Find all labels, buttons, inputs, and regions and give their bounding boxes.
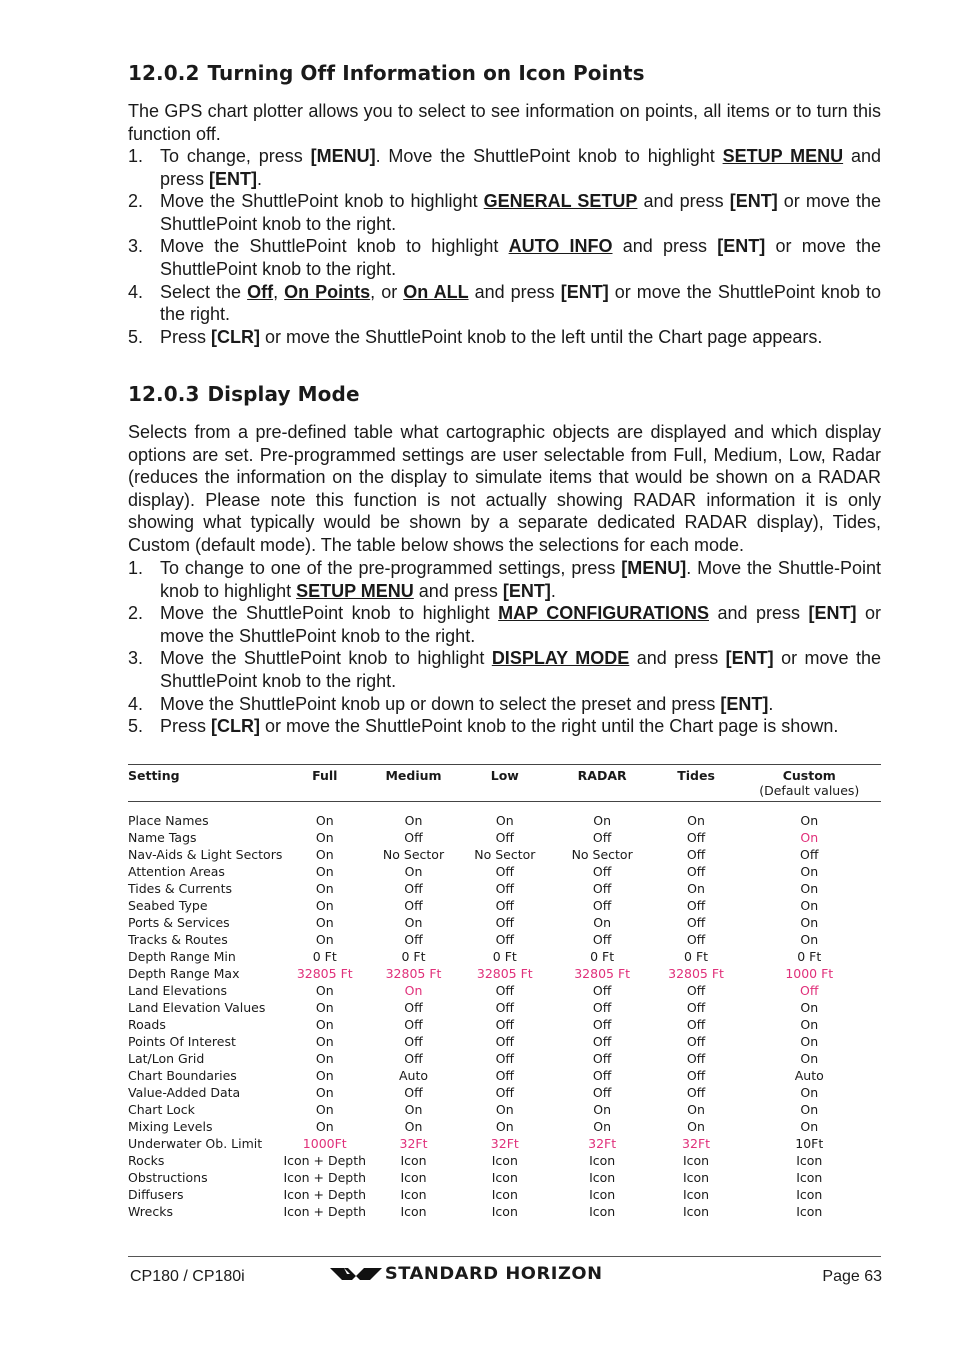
setting-name-cell: Chart Boundaries	[128, 1068, 237, 1083]
setting-value-cell: Off	[686, 1017, 706, 1032]
setting-value-cell: On	[687, 813, 705, 828]
setting-value-cell: Auto	[399, 1068, 429, 1083]
setting-value-cell: Off	[592, 1000, 612, 1015]
setting-value-cell: Off	[686, 830, 706, 845]
setting-value-cell: On	[315, 847, 334, 862]
table-row	[128, 1033, 881, 1050]
key-reference: [ENT]	[720, 693, 769, 714]
setting-value-cell: Icon	[589, 1204, 616, 1219]
key-reference: [ENT]	[209, 168, 258, 189]
setting-value-cell: Icon	[400, 1204, 427, 1219]
key-reference: [ENT]	[729, 191, 778, 212]
table-row	[128, 1169, 881, 1186]
setting-value-cell: No Sector	[474, 847, 536, 862]
table-header-row	[128, 765, 881, 802]
table-row	[128, 897, 881, 914]
setting-value-cell: 32805 Ft	[296, 966, 353, 981]
setting-value-cell: On	[593, 1102, 612, 1117]
setting-value-cell: Icon	[491, 1187, 518, 1202]
setting-value-cell: On	[800, 915, 819, 930]
setting-value-cell: On	[800, 813, 819, 828]
setting-name-cell: Tides & Currents	[128, 881, 233, 896]
step-text: Move the ShuttlePoint knob to highlight	[160, 603, 499, 624]
setting-value-cell: Off	[592, 1051, 612, 1066]
setting-value-cell: On	[593, 813, 612, 828]
step-item	[128, 281, 881, 326]
setting-value-cell: On	[315, 1017, 334, 1032]
table-row	[128, 1118, 881, 1135]
step-item	[128, 235, 881, 280]
setting-value-cell: Off	[404, 1085, 423, 1100]
setting-value-cell: On	[593, 915, 612, 930]
setting-value-cell: Off	[686, 983, 706, 998]
setting-value-cell: Off	[592, 830, 612, 845]
setting-name-cell: Lat/Lon Grid	[128, 1051, 205, 1066]
setting-value-cell: Icon	[682, 1187, 710, 1202]
step-text: Move the ShuttlePoint knob up or down to select the preset and press	[160, 693, 721, 714]
setting-value-cell: On	[315, 1068, 334, 1083]
footer-page-number: Page 63	[822, 1268, 882, 1285]
setting-value-cell: Off	[686, 898, 706, 913]
step-text: Move the ShuttlePoint knob to highlight	[160, 648, 492, 669]
setting-value-cell: On	[495, 813, 514, 828]
setting-value-cell: 0 Ft	[797, 949, 822, 964]
header-low: Low	[460, 765, 550, 802]
step-text: . Move the ShuttlePoint knob to highlight	[375, 146, 723, 166]
key-reference: [MENU]	[310, 146, 376, 166]
header-tides: Tides	[655, 765, 738, 802]
setting-value-cell: Off	[686, 1085, 706, 1100]
menu-item-reference: Off	[247, 281, 274, 302]
step-number: 4.	[128, 281, 144, 302]
setting-value-cell: Off	[686, 864, 706, 879]
step-text: To change to one of the pre-programmed settings, press	[160, 558, 622, 578]
header-custom-label: Custom	[782, 768, 836, 783]
setting-value-cell: Off	[592, 1085, 612, 1100]
setting-name-cell: Underwater Ob. Limit	[128, 1136, 263, 1151]
setting-value-cell: Off	[800, 983, 819, 998]
setting-value-cell: Off	[404, 881, 423, 896]
menu-item-reference: On ALL	[403, 281, 469, 302]
setting-value-cell: Icon	[400, 1170, 427, 1185]
step-item	[128, 647, 881, 692]
menu-item-reference: SETUP MENU	[722, 146, 844, 166]
setting-value-cell: Off	[404, 1034, 423, 1049]
setting-value-cell: Off	[495, 864, 515, 879]
menu-item-reference: SETUP MENU	[296, 580, 414, 601]
header-full: Full	[282, 765, 367, 802]
setting-value-cell: On	[315, 1000, 334, 1015]
table-row	[128, 863, 881, 880]
step-text: and press	[160, 146, 881, 189]
setting-value-cell: Off	[592, 1068, 612, 1083]
setting-value-cell: Off	[495, 932, 515, 947]
setting-value-cell: Off	[592, 864, 612, 879]
setting-value-cell: On	[315, 1034, 334, 1049]
menu-item-reference: MAP CONFIGURATIONS	[498, 603, 709, 624]
brand-mark-icon	[330, 1266, 382, 1282]
setting-value-cell: 32Ft	[588, 1136, 617, 1151]
setting-value-cell: On	[315, 1119, 334, 1134]
header-medium: Medium	[367, 765, 460, 802]
key-reference: [ENT]	[502, 580, 551, 601]
setting-name-cell: Nav-Aids & Light Sectors	[128, 847, 283, 862]
setting-name-cell: Roads	[128, 1017, 166, 1032]
step-text: Press	[160, 326, 212, 347]
table-row	[128, 914, 881, 931]
step-text: Move the ShuttlePoint knob to highlight	[160, 191, 484, 212]
step-item	[128, 557, 881, 602]
key-reference: [ENT]	[725, 648, 774, 669]
setting-value-cell: On	[315, 1051, 334, 1066]
setting-value-cell: 0 Ft	[590, 949, 615, 964]
setting-value-cell: 10Ft	[795, 1136, 824, 1151]
setting-value-cell: Icon	[400, 1153, 427, 1168]
setting-value-cell: Icon	[682, 1170, 710, 1185]
setting-value-cell: Icon + Depth	[283, 1170, 367, 1185]
setting-value-cell: Off	[592, 1034, 612, 1049]
brand-logo	[330, 1264, 603, 1284]
setting-value-cell: Off	[686, 932, 706, 947]
step-number: 1.	[128, 146, 144, 166]
setting-value-cell: Off	[495, 983, 515, 998]
setting-value-cell: 0 Ft	[401, 949, 426, 964]
key-reference: [CLR]	[211, 716, 260, 737]
step-text: and press	[468, 281, 561, 302]
display-mode-table	[128, 764, 881, 1220]
setting-value-cell: On	[315, 898, 334, 913]
setting-value-cell: On	[315, 1085, 334, 1100]
header-setting: Setting	[128, 765, 282, 802]
setting-value-cell: Off	[686, 1034, 706, 1049]
setting-name-cell: Depth Range Min	[128, 949, 236, 964]
step-number: 2.	[128, 603, 144, 624]
setting-name-cell: Attention Areas	[128, 864, 225, 879]
setting-value-cell: On	[800, 881, 819, 896]
setting-name-cell: Land Elevations	[128, 983, 228, 998]
step-item	[128, 715, 881, 738]
setting-name-cell: Ports & Services	[128, 915, 230, 930]
setting-value-cell: Icon	[796, 1170, 823, 1185]
setting-value-cell: Off	[495, 830, 515, 845]
step-text: or move the ShuttlePoint knob to the right.	[160, 191, 881, 234]
setting-value-cell: On	[800, 898, 819, 913]
setting-name-cell: Place Names	[128, 813, 209, 828]
key-reference: [ENT]	[808, 603, 857, 624]
step-number: 5.	[128, 326, 144, 347]
setting-value-cell: On	[404, 1119, 423, 1134]
setting-value-cell: Icon	[400, 1187, 427, 1202]
setting-value-cell: Icon	[796, 1187, 823, 1202]
step-text: , or	[370, 281, 404, 302]
setting-name-cell: Name Tags	[128, 830, 197, 845]
setting-name-cell: Depth Range Max	[128, 966, 240, 981]
setting-value-cell: On	[800, 1017, 819, 1032]
setting-value-cell: On	[800, 1119, 819, 1134]
setting-value-cell: Off	[404, 932, 423, 947]
setting-name-cell: Points Of Interest	[128, 1034, 236, 1049]
setting-value-cell: Icon	[589, 1187, 616, 1202]
setting-value-cell: 32805 Ft	[476, 966, 533, 981]
setting-value-cell: On	[800, 1034, 819, 1049]
table-row	[128, 802, 881, 830]
setting-value-cell: On	[800, 932, 819, 947]
step-text: or move the ShuttlePoint knob to the right.	[160, 236, 881, 279]
step-number: 3.	[128, 648, 144, 669]
setting-value-cell: Off	[404, 830, 423, 845]
step-number: 4.	[128, 693, 144, 714]
setting-value-cell: On	[315, 1102, 334, 1117]
setting-value-cell: Off	[495, 881, 515, 896]
setting-value-cell: Off	[592, 1017, 612, 1032]
setting-value-cell: On	[315, 864, 334, 879]
setting-value-cell: Icon + Depth	[283, 1153, 367, 1168]
setting-value-cell: On	[495, 1119, 514, 1134]
setting-value-cell: On	[315, 813, 334, 828]
setting-value-cell: Off	[495, 1034, 515, 1049]
step-item	[128, 190, 881, 235]
setting-value-cell: Icon	[682, 1204, 710, 1219]
setting-value-cell: 0 Ft	[492, 949, 517, 964]
setting-value-cell: On	[687, 1119, 705, 1134]
step-text: and press	[612, 236, 718, 257]
setting-name-cell: Chart Lock	[128, 1102, 195, 1117]
step-text: or move the ShuttlePoint knob to the right.	[160, 281, 881, 325]
setting-name-cell: Rocks	[128, 1153, 165, 1168]
step-text: To change, press	[160, 146, 311, 166]
setting-value-cell: Off	[592, 983, 612, 998]
setting-value-cell: Off	[800, 847, 819, 862]
menu-item-reference: DISPLAY MODE	[491, 648, 630, 669]
table-row	[128, 965, 881, 982]
table-row	[128, 1101, 881, 1118]
setting-value-cell: On	[495, 1102, 514, 1117]
setting-value-cell: On	[800, 1000, 819, 1015]
setting-value-cell: Off	[686, 915, 706, 930]
setting-value-cell: On	[315, 983, 334, 998]
step-list	[128, 145, 881, 348]
setting-value-cell: 32Ft	[682, 1136, 711, 1151]
table-row	[128, 829, 881, 846]
table-row	[128, 1016, 881, 1033]
setting-value-cell: On	[593, 1119, 612, 1134]
step-item	[128, 326, 881, 349]
setting-value-cell: 32Ft	[399, 1136, 428, 1151]
setting-value-cell: Icon	[589, 1153, 616, 1168]
step-text: and press	[629, 648, 726, 669]
footer-rule	[128, 1256, 881, 1257]
setting-value-cell: 1000Ft	[302, 1136, 347, 1151]
setting-value-cell: On	[315, 915, 334, 930]
step-text: Select the	[160, 281, 248, 302]
step-item	[128, 602, 881, 647]
setting-value-cell: Off	[495, 915, 515, 930]
setting-value-cell: 32805 Ft	[574, 966, 631, 981]
section-number: 12.0.2	[128, 61, 200, 85]
table-row	[128, 999, 881, 1016]
step-text: .	[768, 693, 774, 714]
setting-value-cell: Off	[686, 1068, 706, 1083]
section-intro: The GPS chart plotter allows you to select to see information on points, all items or to turn this function off.	[128, 101, 881, 144]
setting-value-cell: Icon	[491, 1153, 518, 1168]
table-row	[128, 931, 881, 948]
setting-value-cell: Off	[592, 932, 612, 947]
key-reference: [MENU]	[621, 558, 687, 578]
step-number: 2.	[128, 191, 144, 212]
table-row	[128, 1050, 881, 1067]
setting-value-cell: On	[800, 830, 819, 845]
setting-value-cell: On	[315, 830, 334, 845]
header-custom	[738, 765, 881, 802]
table-body	[128, 802, 881, 1221]
step-number: 5.	[128, 716, 144, 737]
section-title: Turning Off Information on Icon Points	[207, 61, 645, 85]
key-reference: [ENT]	[717, 236, 766, 257]
table-row	[128, 846, 881, 863]
setting-value-cell: On	[687, 881, 705, 896]
header-custom-sub: (Default values)	[759, 783, 860, 798]
setting-value-cell: On	[800, 864, 819, 879]
step-text: Press	[160, 716, 212, 737]
brand-name: STANDARD HORIZON	[384, 1264, 603, 1284]
setting-value-cell: 1000 Ft	[785, 966, 834, 981]
step-text: . Move the Shuttle-Point knob to highlight	[160, 558, 881, 601]
setting-name-cell: Obstructions	[128, 1170, 208, 1185]
setting-value-cell: On	[315, 881, 334, 896]
setting-name-cell: Seabed Type	[128, 898, 208, 913]
table-row	[128, 1152, 881, 1169]
section-title: Display Mode	[207, 382, 360, 406]
setting-value-cell: Icon	[796, 1204, 823, 1219]
section-heading-display-mode	[128, 382, 360, 406]
setting-value-cell: No Sector	[382, 847, 445, 862]
setting-value-cell: On	[404, 983, 423, 998]
table-row	[128, 1067, 881, 1084]
setting-value-cell: Off	[404, 1017, 423, 1032]
setting-value-cell: Off	[404, 898, 423, 913]
setting-name-cell: Value-Added Data	[128, 1085, 241, 1100]
table-row	[128, 1186, 881, 1203]
setting-value-cell: No Sector	[571, 847, 633, 862]
section-number: 12.0.3	[128, 382, 200, 406]
setting-value-cell: Off	[686, 847, 706, 862]
section-heading-auto-info	[128, 61, 645, 85]
setting-value-cell: On	[687, 1102, 705, 1117]
table-row	[128, 1203, 881, 1220]
step-text: Move the ShuttlePoint knob to highlight	[160, 236, 509, 257]
setting-value-cell: Off	[495, 1068, 515, 1083]
step-text: or move the ShuttlePoint knob to the right.	[160, 603, 881, 646]
setting-value-cell: 0 Ft	[684, 949, 709, 964]
step-text: and press	[708, 603, 809, 624]
setting-value-cell: On	[800, 1085, 819, 1100]
table-row	[128, 982, 881, 999]
setting-value-cell: 0 Ft	[312, 949, 337, 964]
setting-value-cell: Off	[495, 1051, 515, 1066]
setting-value-cell: Off	[495, 898, 515, 913]
setting-name-cell: Mixing Levels	[128, 1119, 213, 1134]
menu-item-reference: On Points	[284, 281, 371, 302]
setting-value-cell: Icon	[491, 1204, 518, 1219]
setting-value-cell: On	[404, 1102, 423, 1117]
table-row	[128, 1135, 881, 1152]
setting-value-cell: Off	[495, 1000, 515, 1015]
setting-value-cell: Auto	[794, 1068, 824, 1083]
menu-item-reference: AUTO INFO	[508, 236, 613, 257]
setting-value-cell: Icon + Depth	[283, 1204, 367, 1219]
setting-name-cell: Diffusers	[128, 1187, 184, 1202]
step-text: and press	[413, 580, 503, 601]
setting-value-cell: Off	[686, 1000, 706, 1015]
step-text: or move the ShuttlePoint knob to the right until the Chart page is shown.	[260, 716, 839, 737]
setting-name-cell: Land Elevation Values	[128, 1000, 266, 1015]
setting-name-cell: Wrecks	[128, 1204, 173, 1219]
setting-value-cell: Icon + Depth	[283, 1187, 367, 1202]
setting-value-cell: Off	[404, 1000, 423, 1015]
setting-value-cell: Icon	[491, 1170, 518, 1185]
setting-value-cell: Off	[686, 1051, 706, 1066]
setting-value-cell: Off	[592, 898, 612, 913]
step-list	[128, 557, 881, 738]
setting-value-cell: On	[800, 1102, 819, 1117]
table-row	[128, 948, 881, 965]
table-row	[128, 1084, 881, 1101]
step-number: 1.	[128, 558, 144, 578]
setting-value-cell: Off	[404, 1051, 423, 1066]
step-number: 3.	[128, 236, 144, 257]
setting-value-cell: Off	[592, 881, 612, 896]
step-item	[128, 145, 881, 190]
footer-model: CP180 / CP180i	[130, 1268, 245, 1285]
setting-value-cell: On	[404, 813, 423, 828]
key-reference: [CLR]	[211, 326, 260, 347]
setting-value-cell: Icon	[589, 1170, 616, 1185]
step-text: or move the ShuttlePoint knob to the left until the Chart page appears.	[260, 326, 823, 347]
setting-name-cell: Tracks & Routes	[128, 932, 228, 947]
setting-value-cell: On	[315, 932, 334, 947]
setting-value-cell: 32805 Ft	[385, 966, 442, 981]
step-text: .	[550, 580, 556, 601]
setting-value-cell: Icon	[796, 1153, 823, 1168]
setting-value-cell: On	[800, 1051, 819, 1066]
setting-value-cell: On	[404, 915, 423, 930]
key-reference: [ENT]	[560, 281, 609, 302]
menu-item-reference: GENERAL SETUP	[483, 191, 638, 212]
step-text: and press	[637, 191, 730, 212]
setting-value-cell: 32Ft	[490, 1136, 519, 1151]
step-text: .	[257, 168, 263, 189]
setting-value-cell: 32805 Ft	[668, 966, 724, 981]
setting-value-cell: Icon	[682, 1153, 710, 1168]
section-intro: Selects from a pre-defined table what cartographic objects are displayed and which display options are set. Pre-programmed settings are user selectable from Full, Medium, Low, Radar (reduces the information on the display to simulate items that would be shown on a RADAR display). Please note this function is not actually showing RADAR information it is only showing what typically would be shown by a separate dedicated RADAR display), Tides, Custom (default mode). The table below shows the selections for each mode.	[128, 422, 881, 555]
step-text: or move the ShuttlePoint knob to the right.	[160, 648, 881, 691]
setting-value-cell: Off	[495, 1017, 515, 1032]
step-text: ,	[273, 281, 285, 302]
setting-value-cell: Off	[495, 1085, 515, 1100]
table-row	[128, 880, 881, 897]
header-radar: RADAR	[550, 765, 655, 802]
setting-value-cell: On	[404, 864, 423, 879]
step-item	[128, 693, 881, 716]
